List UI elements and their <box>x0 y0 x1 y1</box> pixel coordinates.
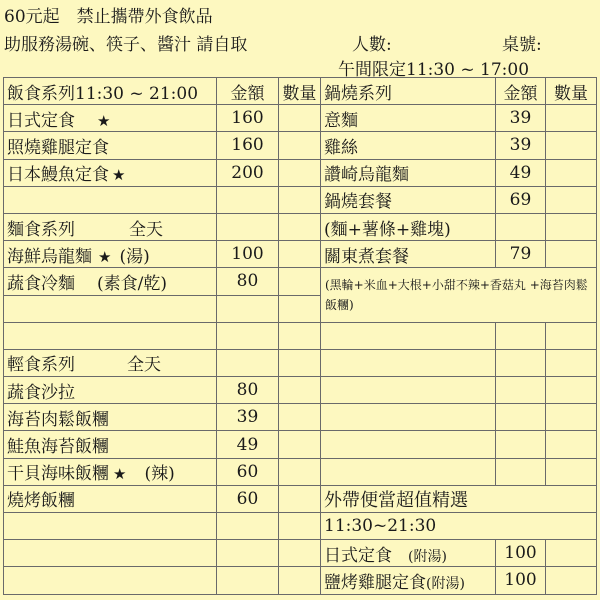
blank-cell <box>546 213 597 240</box>
oden-description: (黑輪+米血+大根+小甜不辣+香菇丸 +海苔肉鬆飯糰) <box>321 268 597 322</box>
star-icon: ★ <box>98 247 112 266</box>
noodle-section-title: 麵食系列 全天 <box>4 213 217 240</box>
menu-item: 關東煮套餐 <box>321 241 496 268</box>
blank-cell <box>217 322 279 349</box>
qty-cell[interactable] <box>279 241 321 268</box>
qty-cell[interactable] <box>279 458 321 485</box>
item-price: 200 <box>217 159 279 186</box>
blank-cell <box>279 295 321 322</box>
item-price: 49 <box>496 159 546 186</box>
item-price: 160 <box>217 105 279 132</box>
rice-section-title: 飯食系列11:30 ~ 21:00 <box>4 78 217 105</box>
menu-item: 海鮮烏龍麵 ★ (湯) <box>4 241 217 268</box>
blank-cell <box>279 567 321 594</box>
item-price: 79 <box>496 241 546 268</box>
blank-cell <box>279 349 321 376</box>
blank-cell <box>546 431 597 458</box>
qty-cell[interactable] <box>546 186 597 213</box>
item-price: 80 <box>217 377 279 404</box>
blank-cell <box>321 349 496 376</box>
blank-cell <box>217 349 279 376</box>
blank-cell <box>321 404 496 431</box>
blank-cell <box>217 567 279 594</box>
set-description: (麵+薯條+雞塊) <box>321 213 496 240</box>
qty-cell[interactable] <box>279 404 321 431</box>
blank-cell <box>4 540 217 567</box>
pot-qty-header: 數量 <box>546 78 597 105</box>
menu-item: 鮭魚海苔飯糰 <box>4 431 217 458</box>
people-count-label: 人數: <box>352 35 392 55</box>
bento-time: 11:30~21:30 <box>321 513 597 540</box>
light-section-title: 輕食系列 全天 <box>4 349 217 376</box>
blank-cell <box>217 213 279 240</box>
item-note: (湯) <box>119 246 150 267</box>
item-price: 80 <box>217 268 279 295</box>
menu-item: 意麵 <box>321 105 496 132</box>
menu-item: 海苔肉鬆飯糰 <box>4 404 217 431</box>
blank-cell <box>4 186 217 213</box>
blank-cell <box>4 322 217 349</box>
menu-item: 日本鰻魚定食 ★ <box>4 159 217 186</box>
noodle-time: 全天 <box>129 219 163 240</box>
pot-price-header: 金額 <box>496 78 546 105</box>
lunch-limit-label: 午間限定11:30 ~ 17:00 <box>338 60 530 80</box>
blank-cell <box>279 540 321 567</box>
header-line-1: 60元起 禁止攜帶外食飲品 <box>4 7 213 27</box>
rice-price-header: 金額 <box>217 78 279 105</box>
item-price: 60 <box>217 458 279 485</box>
blank-cell <box>217 513 279 540</box>
qty-cell[interactable] <box>279 132 321 159</box>
blank-cell <box>217 295 279 322</box>
item-note: (辣) <box>144 464 175 485</box>
item-price: 160 <box>217 132 279 159</box>
qty-cell[interactable] <box>279 377 321 404</box>
blank-cell <box>496 431 546 458</box>
bento-section-title: 外帶便當超值精選 <box>321 485 597 512</box>
blank-cell <box>279 186 321 213</box>
menu-item: 蔬食冷麵 (素食/乾) <box>4 268 217 295</box>
blank-cell <box>546 377 597 404</box>
blank-cell <box>546 322 597 349</box>
star-icon: ★ <box>113 465 127 484</box>
menu-item: 讚崎烏龍麵 <box>321 159 496 186</box>
blank-cell <box>279 322 321 349</box>
menu-item: 鹽烤雞腿定食(附湯) <box>321 567 496 594</box>
blank-cell <box>546 349 597 376</box>
menu-item: 照燒雞腿定食 <box>4 132 217 159</box>
blank-cell <box>496 377 546 404</box>
qty-cell[interactable] <box>279 268 321 295</box>
menu-item: 鍋燒套餐 <box>321 186 496 213</box>
blank-cell <box>496 404 546 431</box>
item-note: (附湯) <box>426 575 465 592</box>
qty-cell[interactable] <box>546 132 597 159</box>
blank-cell <box>321 377 496 404</box>
item-price: 60 <box>217 485 279 512</box>
menu-item: 雞絲 <box>321 132 496 159</box>
light-time: 全天 <box>127 355 161 376</box>
table-number-label: 桌號: <box>502 35 542 55</box>
menu-item: 燒烤飯糰 <box>4 485 217 512</box>
menu-table <box>3 77 597 595</box>
blank-cell <box>496 322 546 349</box>
item-price: 39 <box>496 105 546 132</box>
blank-cell <box>496 458 546 485</box>
item-price: 49 <box>217 431 279 458</box>
blank-cell <box>279 513 321 540</box>
blank-cell <box>279 213 321 240</box>
blank-cell <box>4 567 217 594</box>
item-price: 39 <box>496 132 546 159</box>
blank-cell <box>546 458 597 485</box>
blank-cell <box>546 404 597 431</box>
qty-cell[interactable] <box>546 241 597 268</box>
blank-cell <box>496 213 546 240</box>
star-icon: ★ <box>97 111 111 130</box>
qty-cell[interactable] <box>546 567 597 594</box>
blank-cell <box>321 431 496 458</box>
blank-cell <box>496 349 546 376</box>
header-line-2: 助服務湯碗、筷子、醬汁 請自取 <box>4 35 248 55</box>
qty-cell[interactable] <box>546 540 597 567</box>
item-price: 100 <box>496 540 546 567</box>
blank-cell <box>321 458 496 485</box>
item-price: 100 <box>217 241 279 268</box>
qty-cell[interactable] <box>279 485 321 512</box>
item-note: (附湯) <box>408 548 447 565</box>
qty-cell[interactable] <box>279 159 321 186</box>
item-price: 39 <box>217 404 279 431</box>
blank-cell <box>4 513 217 540</box>
star-icon: ★ <box>112 166 126 185</box>
item-note: (素食/乾) <box>97 273 167 294</box>
qty-cell[interactable] <box>279 431 321 458</box>
blank-cell <box>4 295 217 322</box>
blank-cell <box>217 186 279 213</box>
menu-item: 蔬食沙拉 <box>4 377 217 404</box>
blank-cell <box>321 322 496 349</box>
rice-qty-header: 數量 <box>279 78 321 105</box>
qty-cell[interactable] <box>546 105 597 132</box>
qty-cell[interactable] <box>546 159 597 186</box>
item-price: 69 <box>496 186 546 213</box>
menu-item: 日式定食 ★ <box>4 105 217 132</box>
pot-section-title: 鍋燒系列 <box>321 78 496 105</box>
item-price: 100 <box>496 567 546 594</box>
menu-item: 日式定食 (附湯) <box>321 540 496 567</box>
blank-cell <box>217 540 279 567</box>
qty-cell[interactable] <box>279 105 321 132</box>
menu-item: 干貝海味飯糰 ★ (辣) <box>4 458 217 485</box>
